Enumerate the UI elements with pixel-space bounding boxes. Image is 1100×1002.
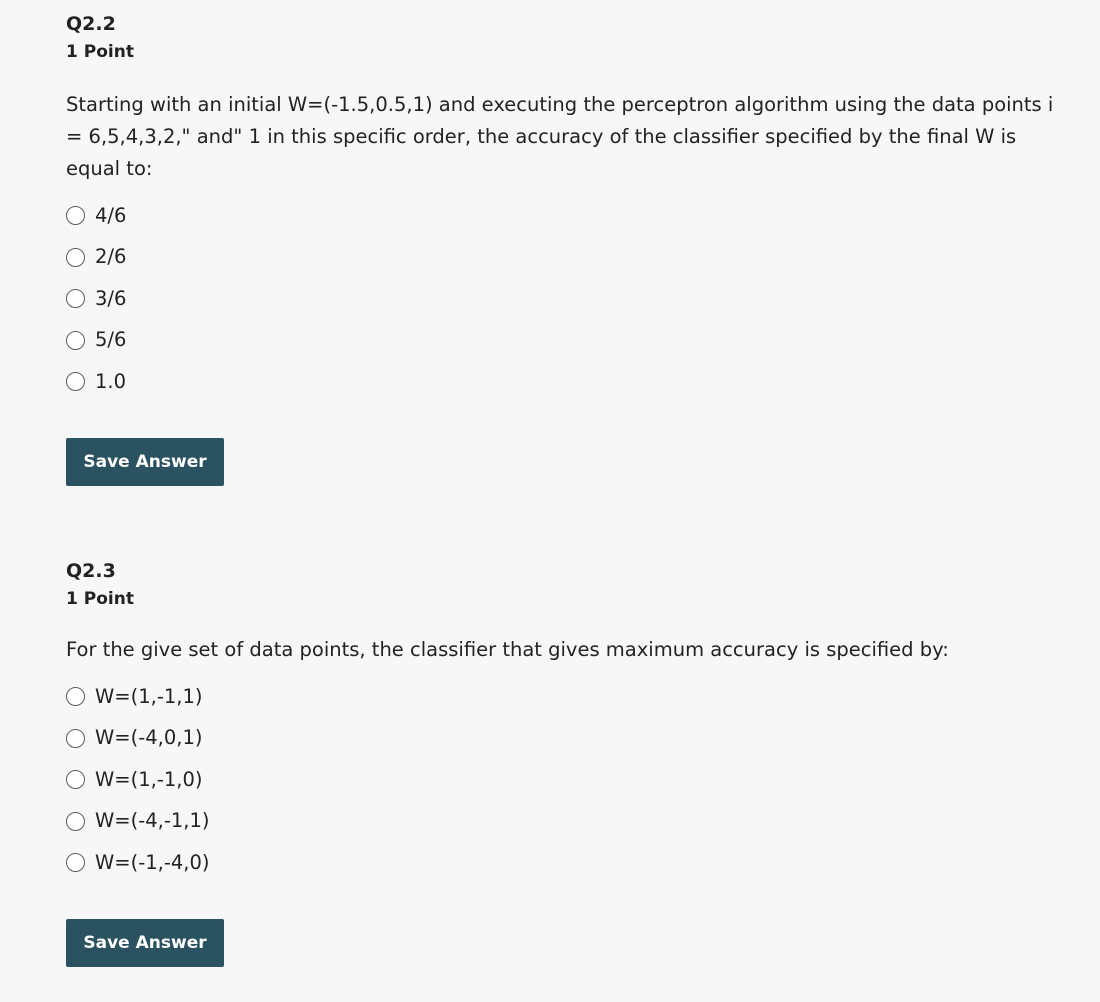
question-title: Q2.2 bbox=[66, 13, 116, 35]
option-label: 3/6 bbox=[95, 286, 127, 310]
question-title: Q2.3 bbox=[66, 560, 116, 582]
answer-options bbox=[66, 195, 1066, 403]
answer-option[interactable] bbox=[66, 759, 1066, 801]
question-q2-3 bbox=[66, 556, 1066, 967]
answer-option[interactable] bbox=[66, 361, 1066, 403]
answer-option[interactable] bbox=[66, 801, 1066, 843]
radio-button[interactable] bbox=[66, 687, 85, 706]
question-prompt: For the give set of data points, the classifier that gives maximum accuracy is specified by: bbox=[66, 638, 949, 661]
answer-options bbox=[66, 676, 1066, 884]
answer-option[interactable] bbox=[66, 195, 1066, 237]
answer-option[interactable] bbox=[66, 320, 1066, 362]
radio-button[interactable] bbox=[66, 729, 85, 748]
radio-button[interactable] bbox=[66, 770, 85, 789]
option-label: 5/6 bbox=[95, 328, 127, 352]
radio-button[interactable] bbox=[66, 331, 85, 350]
radio-button[interactable] bbox=[66, 853, 85, 872]
option-label: W=(-1,-4,0) bbox=[95, 850, 210, 874]
option-label: W=(-4,-1,1) bbox=[95, 809, 210, 833]
question-points: 1 Point bbox=[66, 589, 134, 609]
option-label: W=(1,-1,1) bbox=[95, 684, 203, 708]
question-points: 1 Point bbox=[66, 42, 134, 62]
option-label: 4/6 bbox=[95, 203, 127, 227]
answer-option[interactable] bbox=[66, 718, 1066, 760]
option-label: 2/6 bbox=[95, 245, 127, 269]
option-label: W=(-4,0,1) bbox=[95, 726, 203, 750]
radio-button[interactable] bbox=[66, 289, 85, 308]
question-prompt: Starting with an initial W=(-1.5,0.5,1) and executing the perceptron algorithm using the data points i = 6,5,4,3,2," and" 1 in this specific order, the accuracy of the classifier specified by the final W is equal to: bbox=[66, 93, 1054, 180]
answer-option[interactable] bbox=[66, 676, 1066, 718]
radio-button[interactable] bbox=[66, 248, 85, 267]
option-label: 1.0 bbox=[95, 369, 127, 393]
radio-button[interactable] bbox=[66, 206, 85, 225]
answer-option[interactable] bbox=[66, 237, 1066, 279]
option-label: W=(1,-1,0) bbox=[95, 767, 203, 791]
answer-option[interactable] bbox=[66, 842, 1066, 884]
answer-option[interactable] bbox=[66, 278, 1066, 320]
save-answer-button[interactable]: Save Answer bbox=[66, 919, 224, 967]
radio-button[interactable] bbox=[66, 372, 85, 391]
radio-button[interactable] bbox=[66, 812, 85, 831]
save-answer-button[interactable]: Save Answer bbox=[66, 438, 224, 486]
question-q2-2 bbox=[66, 9, 1066, 486]
